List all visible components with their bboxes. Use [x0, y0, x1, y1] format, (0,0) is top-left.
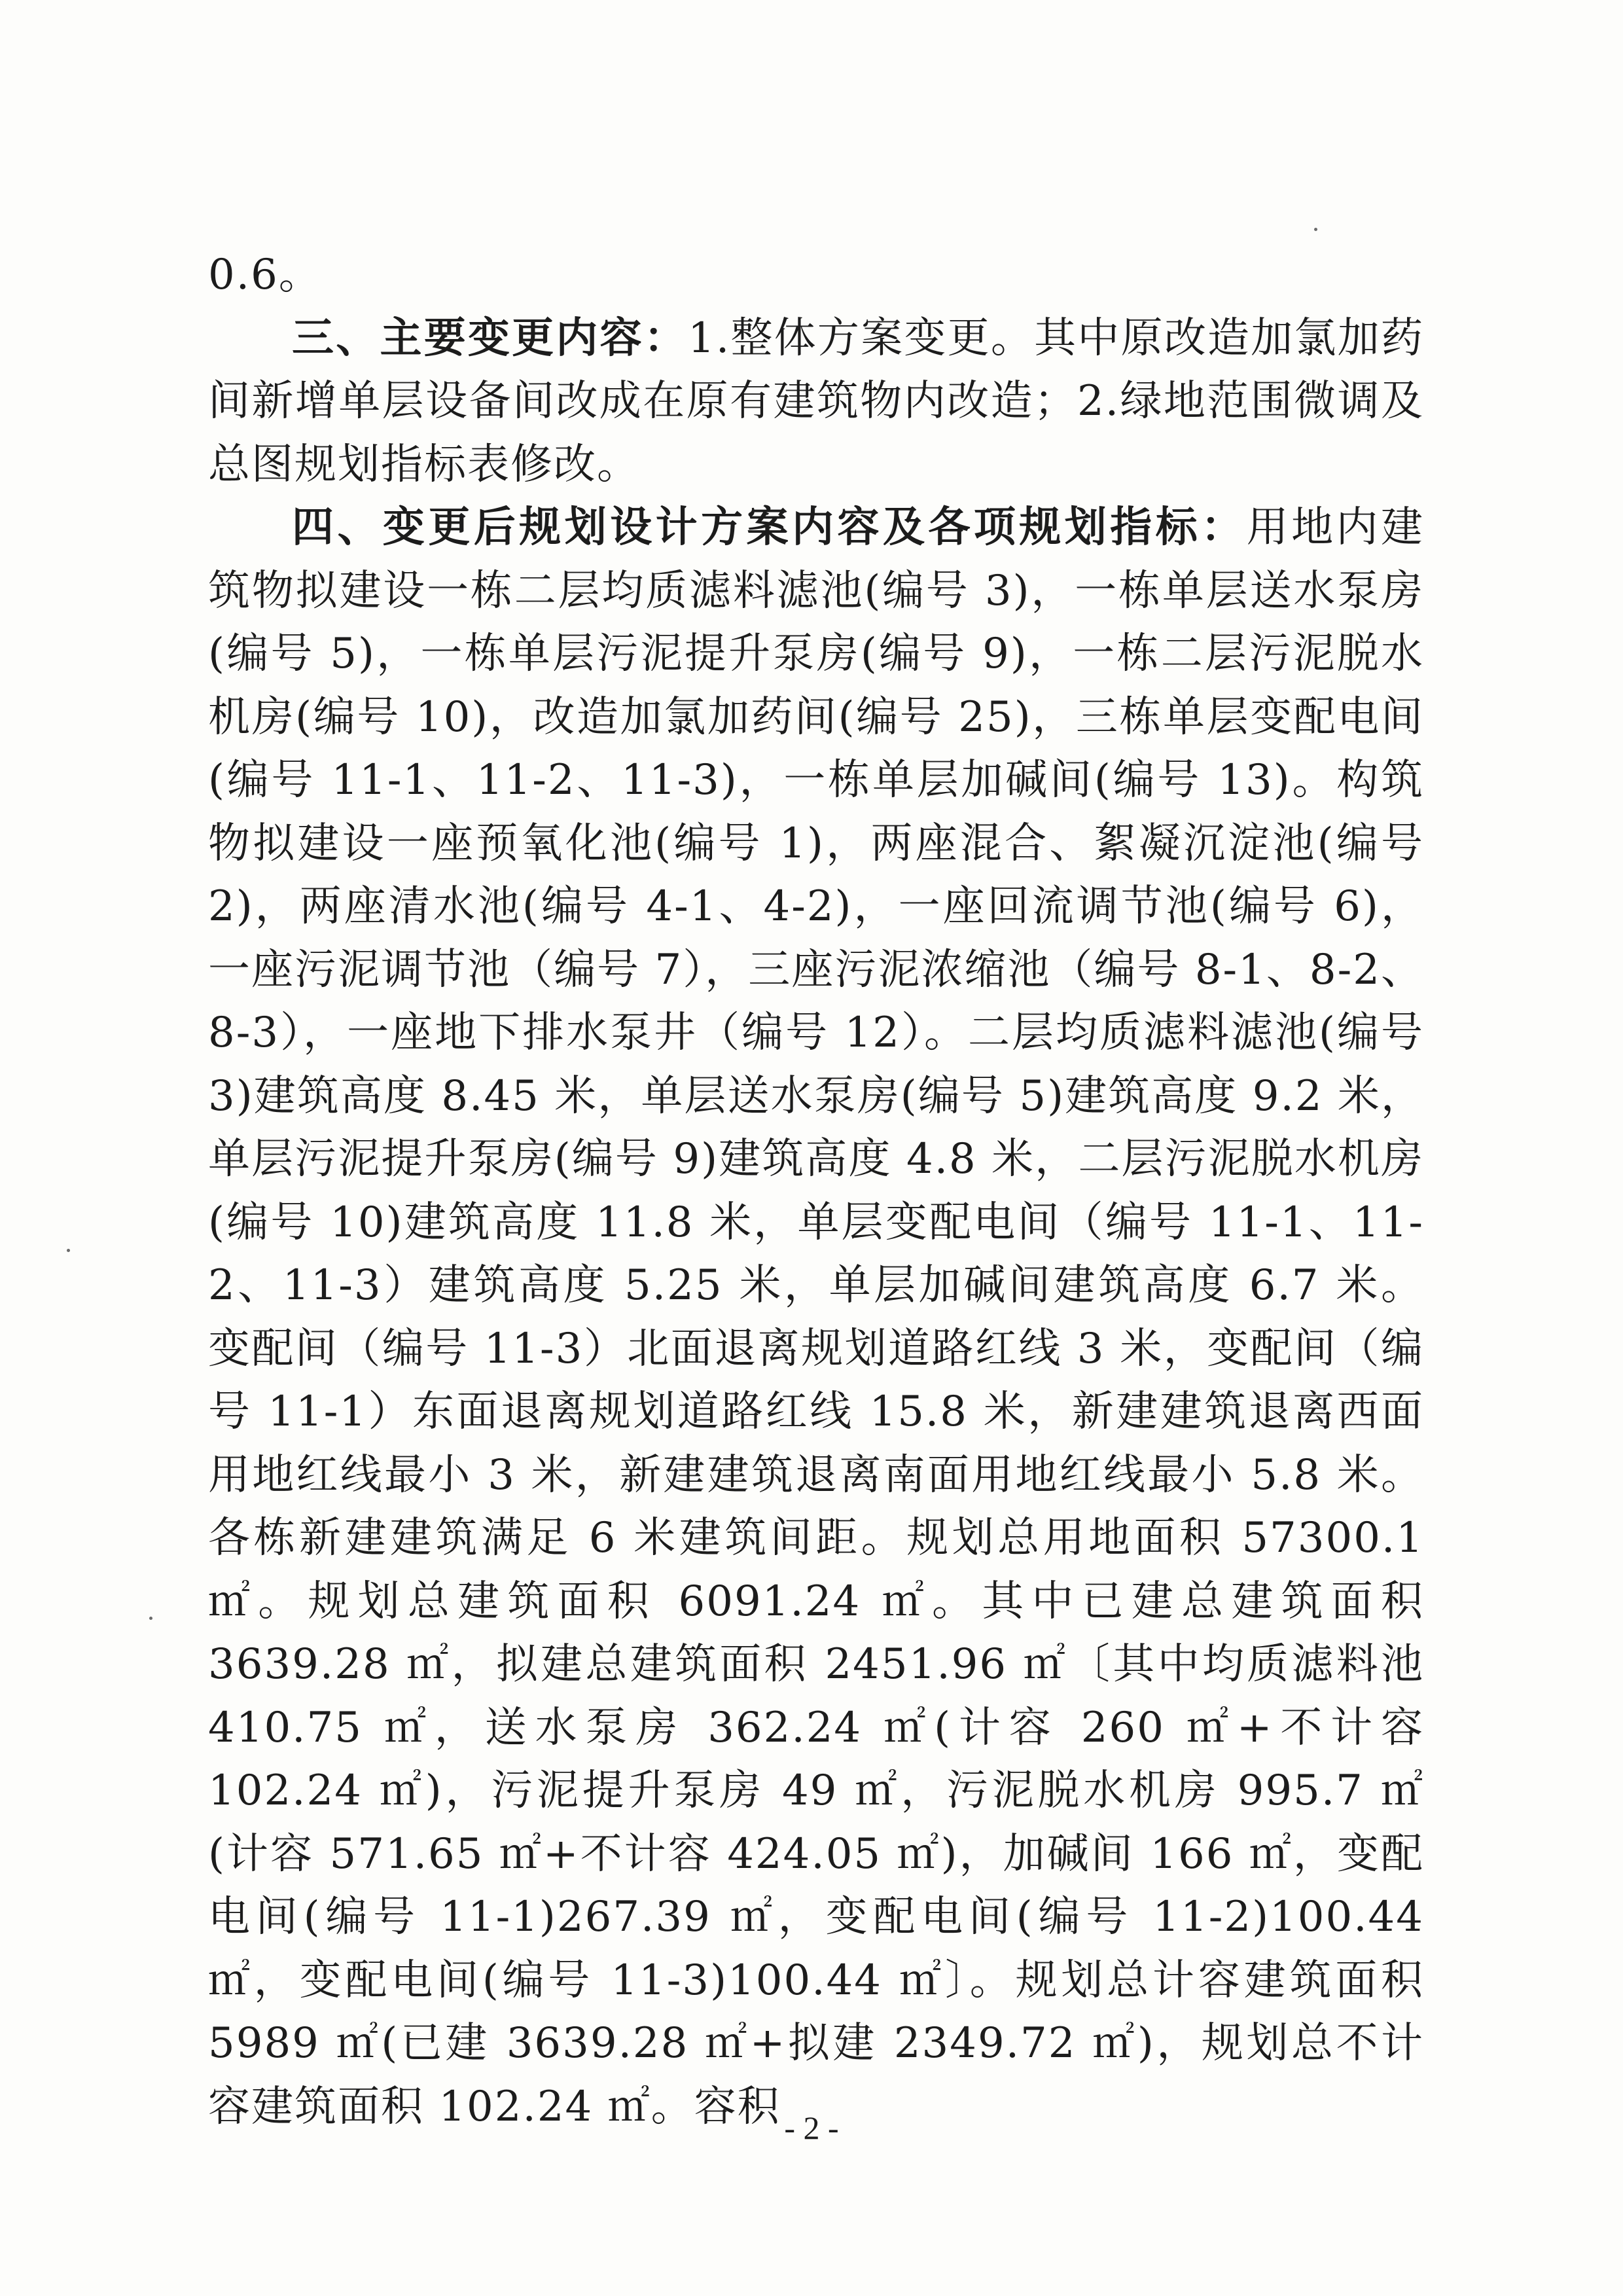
scan-speck	[1314, 228, 1317, 231]
section-3-text: 1.整体方案变更。其中原改造加氯加药间新增单层设备间改成在原有建筑物内改造；2.绿地范围微调及总图规划指标表修改。	[208, 314, 1425, 489]
section-4-text: 用地内建筑物拟建设一栋二层均质滤料滤池(编号 3)，一栋单层送水泵房(编号 5)，一栋单层污泥提升泵房(编号 9)，一栋二层污泥脱水机房(编号 10)，改造加氯加药间(编号 25)，三栋单层变配电间(编号 11-1、11-2、11-3)，一栋单层加碱间(编号 13)。构筑物拟建设一座预氧化池(编号 1)，两座混合、絮凝沉淀池(编号 2)，两座清水池(编号 4-1、4-2)，一座回流调节池(编号 6)，一座污泥调节池（编号 7），三座污泥浓缩池（编号 8-1、8-2、8-3），一座地下排水泵井（编号 12）。二层均质滤料滤池(编号 3)建筑高度 8.45 米，单层送水泵房(编号 5)建筑高度 9.2 米，单层污泥提升泵房(编号 9)建筑高度 4.8 米，二层污泥脱水机房(编号 10)建筑高度 11.8 米，单层变配电间（编号 11-1、11-2、11-3）建筑高度 5.25 米，单层加碱间建筑高度 6.7 米。变配间（编号 11-3）北面退离规划道路红线 3 米，变配间（编号 11-1）东面退离规划道路红线 15.8 米，新建建筑退离西面用地红线最小 3 米，新建建筑退离南面用地红线最小 5.8 米。各栋新建建筑满足 6 米建筑间距。规划总用地面积 57300.1 ㎡。规划总建筑面积 6091.24 ㎡。其中已建总建筑面积 3639.28 ㎡，拟建总建筑面积 2451.96 ㎡〔其中均质滤料池 410.75 ㎡，送水泵房 362.24 ㎡(计容 260 ㎡+不计容 102.24 ㎡)，污泥提升泵房 49 ㎡，污泥脱水机房 995.7 ㎡(计容 571.65 ㎡+不计容 424.05 ㎡)，加碱间 166 ㎡，变配电间(编号 11-1)267.39 ㎡，变配电间(编号 11-2)100.44 ㎡，变配电间(编号 11-3)100.44 ㎡〕。规划总计容建筑面积 5989 ㎡(已建 3639.28 ㎡+拟建 2349.72 ㎡)，规划总不计容建筑面积 102.24 ㎡。容积	[208, 503, 1424, 2131]
document-body	[208, 243, 1424, 2138]
section-3-heading: 三、主要变更内容：	[292, 314, 688, 363]
scan-speck	[149, 1617, 152, 1620]
scan-speck	[67, 1249, 70, 1252]
section-3-paragraph	[208, 307, 1424, 497]
page-number: - 2 -	[784, 2109, 839, 2146]
continuation-line: 0.6。	[208, 251, 322, 299]
section-4-heading: 四、变更后规划设计方案内容及各项规划指标：	[292, 503, 1247, 552]
section-4-paragraph	[208, 496, 1424, 2138]
